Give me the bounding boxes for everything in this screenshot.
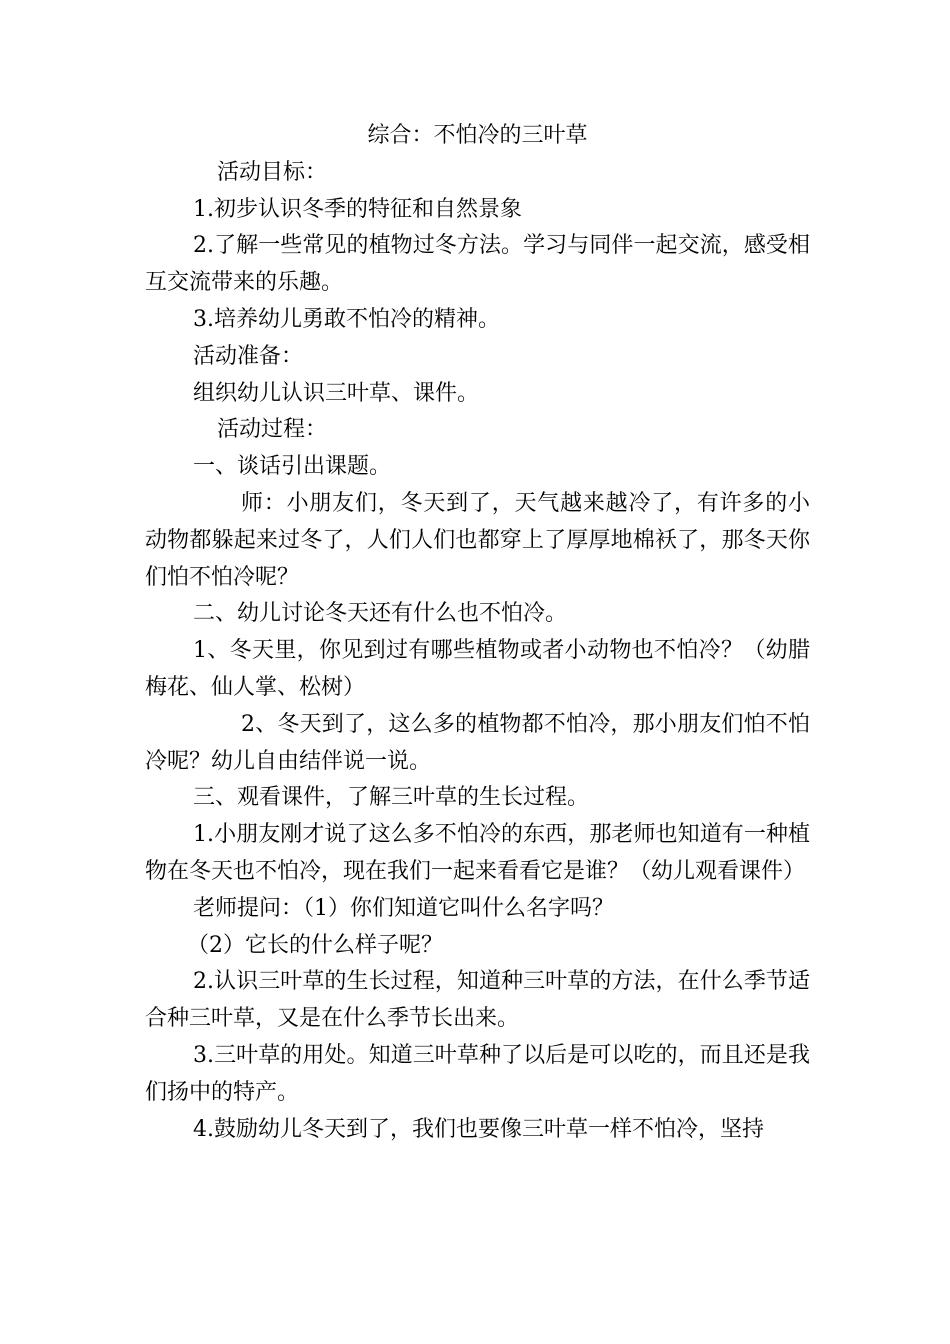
paragraph-goal-1: 1.初步认识冬季的特征和自然景象 <box>193 196 522 222</box>
paragraph-step-3-item-4: 4.鼓励幼儿冬天到了，我们也要像三叶草一样不怕冷，坚持 <box>193 1116 764 1142</box>
paragraph-step-1-heading: 一、谈话引出课题。 <box>193 454 392 480</box>
paragraph-teacher-talk: 师：小朋友们，冬天到了，天气越来越冷了，有许多的小动物都躲起来过冬了，人们人们也都穿上了厚厚地棉袄了，那冬天你们怕不怕冷呢？ <box>145 490 810 590</box>
paragraph-step-2-item-2: 2、冬天到了，这么多的植物都不怕冷，那小朋友们怕不怕冷呢？幼儿自由结伴说一说。 <box>145 711 810 774</box>
paragraph-teacher-question: 老师提问：（1）你们知道它叫什么名字吗？ <box>193 895 614 921</box>
paragraph-step-2-item-1: 1、冬天里，你见到过有哪些植物或者小动物也不怕冷？（幼腊梅花、仙人掌、松树） <box>145 638 810 700</box>
paragraph-step-2-heading: 二、幼儿讨论冬天还有什么也不怕冷。 <box>193 601 568 627</box>
paragraph-preparation: 组织幼儿认识三叶草、课件。 <box>193 380 480 406</box>
paragraph-teacher-question-2: （2）它长的什么样子呢？ <box>187 932 443 958</box>
paragraph-step-3-item-2: 2.认识三叶草的生长过程，知道种三叶草的方法，在什么季节适合种三叶草，又是在什么季节长出来。 <box>145 969 810 1032</box>
paragraph-step-3-heading: 三、观看课件，了解三叶草的生长过程。 <box>193 785 590 811</box>
section-heading-process: 活动过程： <box>217 417 328 443</box>
section-heading-goals: 活动目标： <box>217 159 328 185</box>
paragraph-goal-3: 3.培养幼儿勇敢不怕冷的精神。 <box>193 306 500 332</box>
document-title: 综合：不怕冷的三叶草 <box>367 123 588 148</box>
paragraph-step-3-item-1: 1.小朋友刚才说了这么多不怕冷的东西，那老师也知道有一种植物在冬天也不怕冷，现在我们一起来看看它是谁？（幼儿观看课件） <box>145 822 810 884</box>
section-heading-preparation: 活动准备： <box>193 343 304 369</box>
document-body <box>145 118 810 1148</box>
paragraph-goal-2: 2.了解一些常见的植物过冬方法。学习与同伴一起交流，感受相互交流带来的乐趣。 <box>145 233 810 296</box>
paragraph-step-3-item-3: 3.三叶草的用处。知道三叶草种了以后是可以吃的，而且还是我们扬中的特产。 <box>145 1042 810 1105</box>
